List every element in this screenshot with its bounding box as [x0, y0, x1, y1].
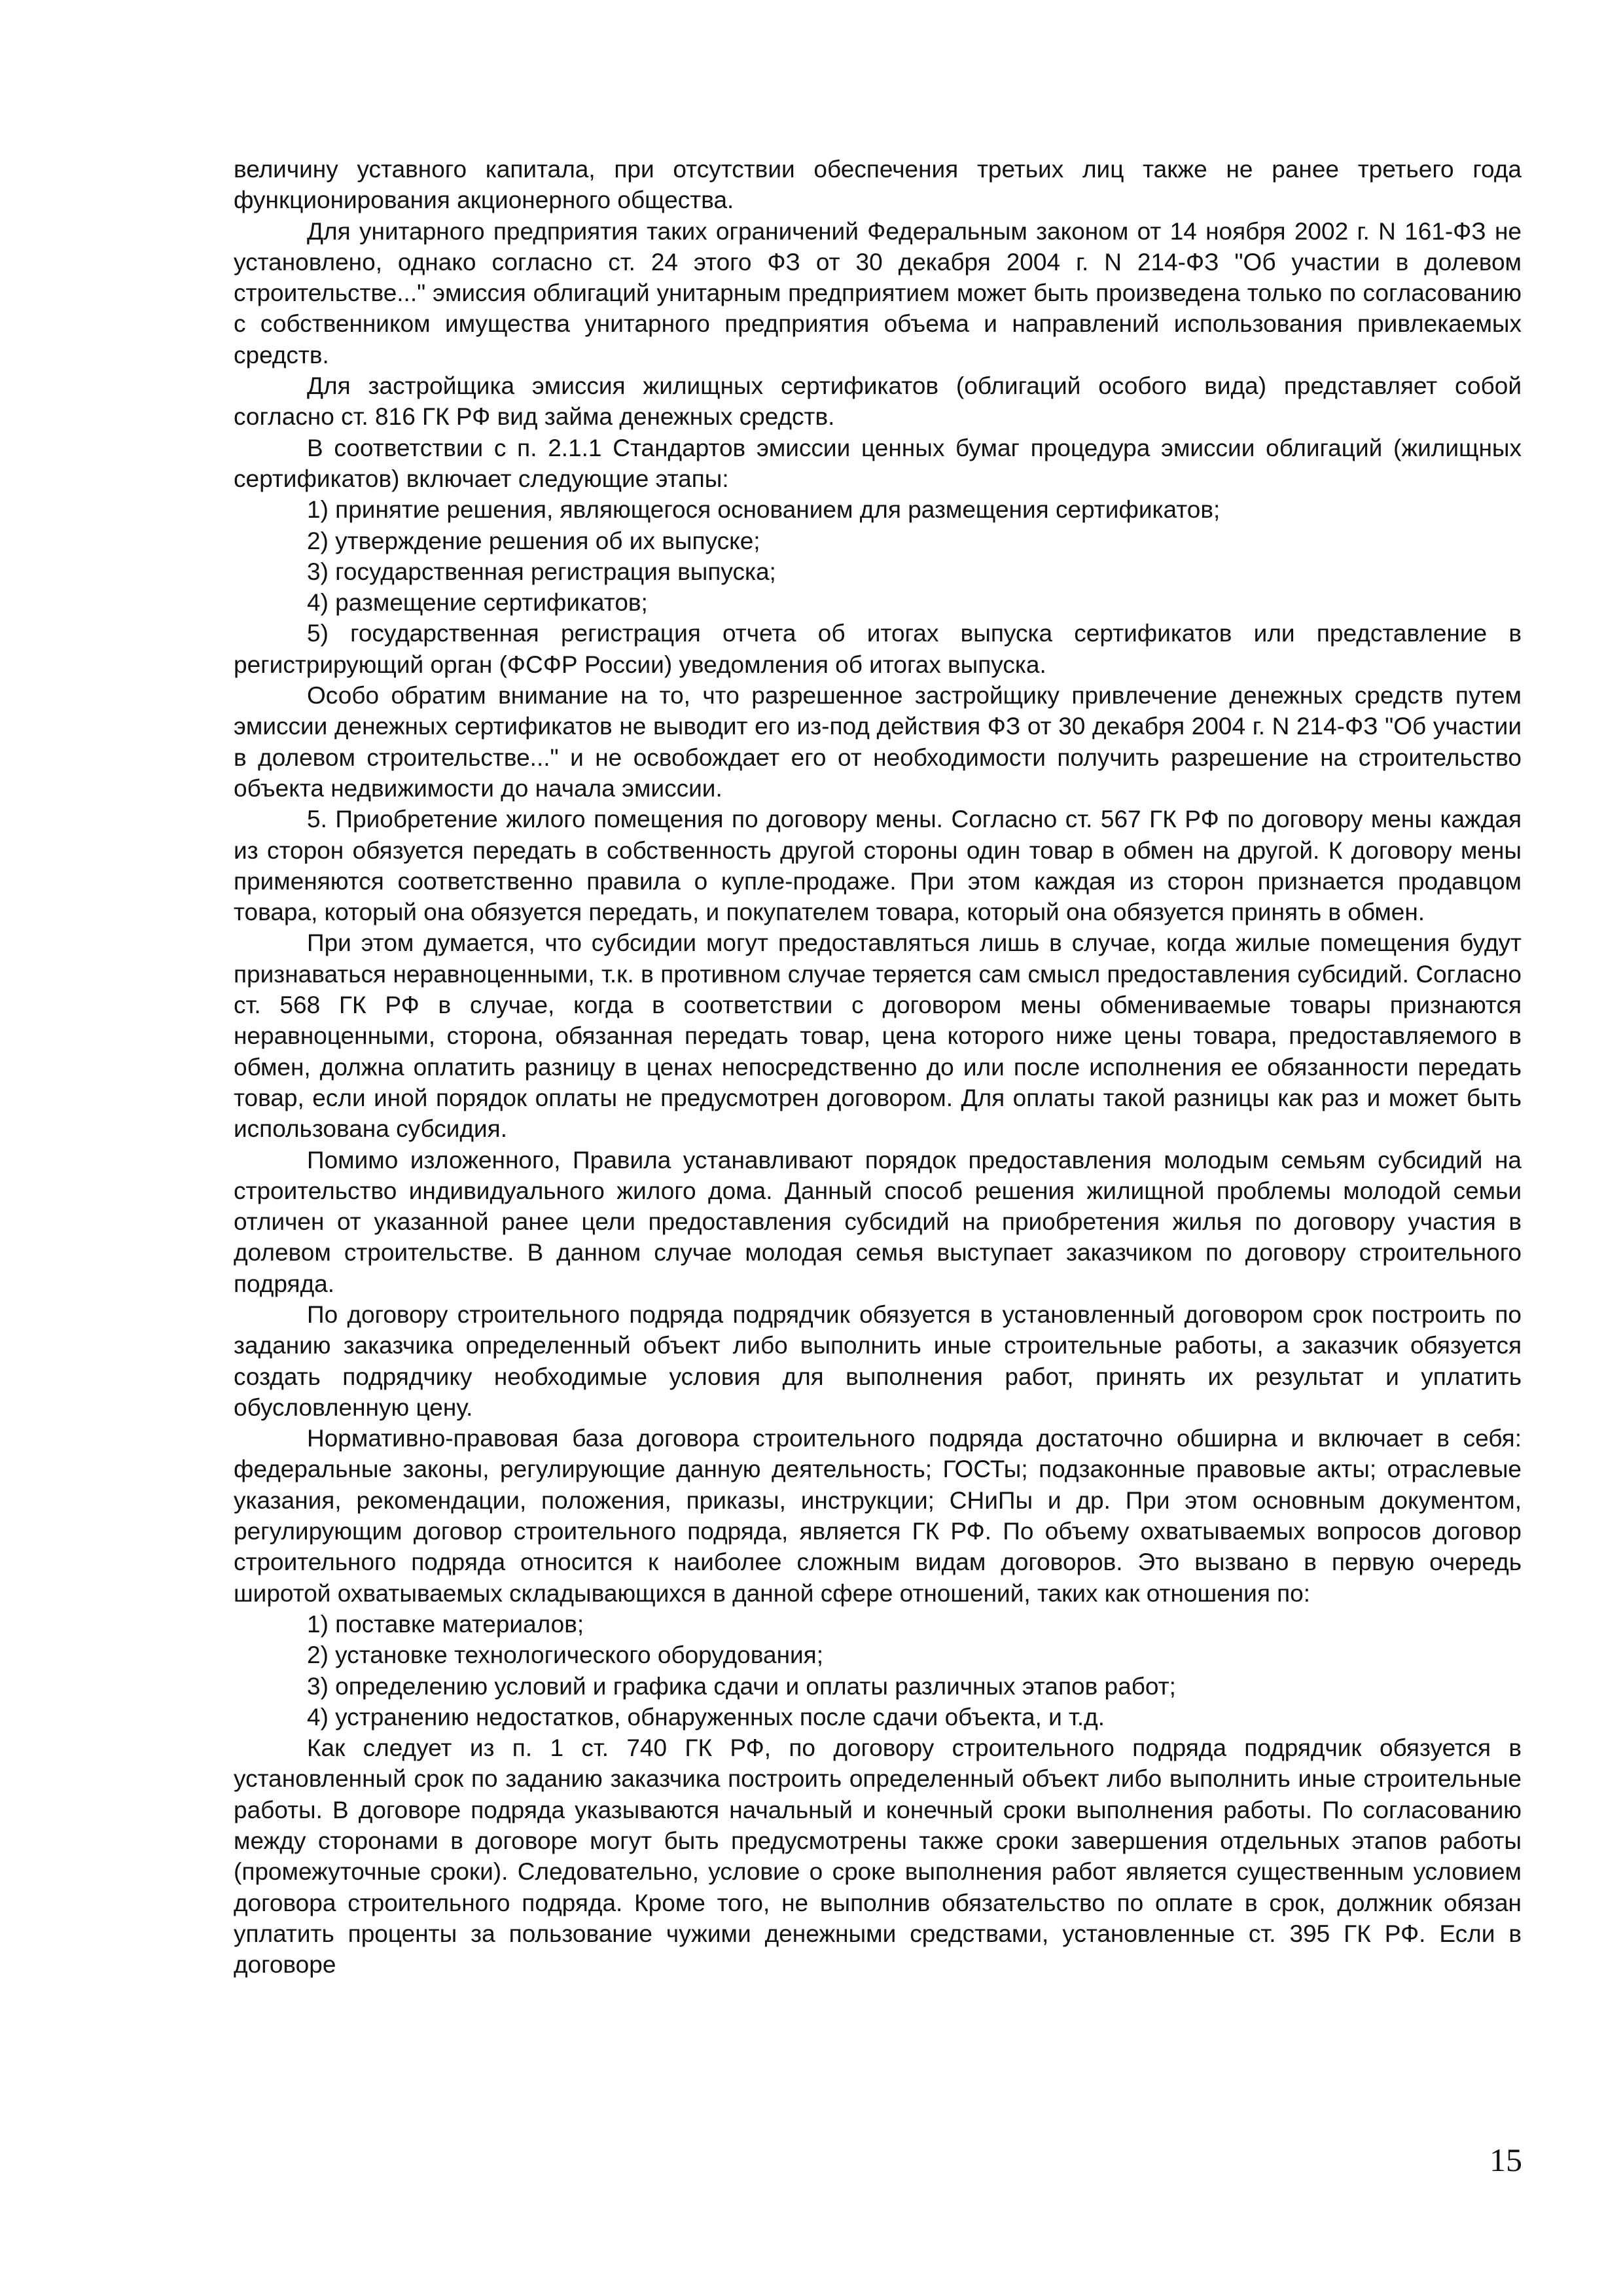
paragraph-construction-contract: По договору строительного подряда подрядчик обязуется в установленный договором срок построить по заданию заказчика определенный объект либо выполнить иные строительные работы, а заказчик обязуется создать подрядчику необходимые условия для выполнения работ, принять их результат и уплатить обусловленную цену.	[234, 1300, 1522, 1421]
page-number: 15	[1489, 2142, 1522, 2178]
paragraph-emission-procedure: В соответствии с п. 2.1.1 Стандартов эмиссии ценных бумаг процедура эмиссии облигаций (жилищных сертификатов) включает следующие этапы:	[234, 434, 1522, 492]
paragraph-unitary-enterprise: Для унитарного предприятия таких ограничений Федеральным законом от 14 ноября 2002 г. N 161-ФЗ не установлено, однако согласно ст. 24 этого ФЗ от 30 декабря 2004 г. N 214-ФЗ "Об участии в долевом строительстве..." эмиссия облигаций унитарным предприятием может быть произведена только по согласованию с собственником имущества унитарного предприятия объема и направлений использования привлекаемых средств.	[234, 217, 1522, 368]
list-item: 4) устранению недостатков, обнаруженных после сдачи объекта, и т.д.	[307, 1703, 1105, 1731]
paragraph-article-740: Как следует из п. 1 ст. 740 ГК РФ, по договору строительного подряда подрядчик обязуется в установленный срок по заданию заказчика построить определенный объект либо выполнить иные строительные работы. В договоре подряда указываются начальный и конечный сроки выполнения работы. По согласованию между сторонами в договоре могут быть предусмотрены также сроки завершения отдельных этапов работы (промежуточные сроки). Следовательно, условие о сроке выполнения работ является существенным условием договора строительного подряда. Кроме того, не выполнив обязательство по оплате в срок, должник обязан уплатить проценты за пользование чужими денежными средствами, установленные ст. 395 ГК РФ. Если в договоре	[234, 1734, 1522, 1979]
list-item: 4) размещение сертификатов;	[307, 589, 648, 617]
list-item: 1) принятие решения, являющегося основанием для размещения сертификатов;	[307, 496, 1221, 524]
paragraph-attention: Особо обратим внимание на то, что разрешенное застройщику привлечение денежных средств путем эмиссии денежных сертификатов не выводит его из-под действия ФЗ от 30 декабря 2004 г. N 214-ФЗ "Об участии в долевом строительстве..." и не освобождает его от необходимости получить разрешение на строительство объекта недвижимости до начала эмиссии.	[234, 682, 1522, 802]
list-item: 2) утверждение решения об их выпуске;	[307, 527, 760, 554]
list-item: 5) государственная регистрация отчета об итогах выпуска сертификатов или представление в регистрирующий орган (ФСФР России) уведомления об итогах выпуска.	[234, 620, 1522, 678]
paragraph-housing-certificates: Для застройщика эмиссия жилищных сертификатов (облигаций особого вида) представляет собой согласно ст. 816 ГК РФ вид займа денежных средств.	[234, 372, 1522, 431]
paragraph-legal-base: Нормативно-правовая база договора строительного подряда достаточно обширна и включает в себя: федеральные законы, регулирующие данную деятельность; ГОСТы; подзаконные правовые акты; отраслевые указания, рекомендации, положения, приказы, инструкции; СНиПы и др. При этом основным документом, регулирующим договор строительного подряда, является ГК РФ. По объему охватываемых вопросов договор строительного подряда относится к наиболее сложным видам договоров. Это вызвано в первую очередь широтой охватываемых складывающихся в данной сфере отношений, таких как отношения по:	[234, 1425, 1522, 1607]
paragraph-continuation: величину уставного капитала, при отсутствии обеспечения третьих лиц также не ранее третьего года функционирования акционерного общества.	[234, 156, 1522, 214]
paragraph-subsidies: При этом думается, что субсидии могут предоставляться лишь в случае, когда жилые помещения будут признаваться неравноценными, т.к. в противном случае теряется сам смысл предоставления субсидий. Согласно ст. 568 ГК РФ в случае, когда в соответствии с договором мены обмениваемые товары признаются неравноценными, сторона, обязанная передать товар, цена которого ниже цены товара, предоставляемого в обмен, должна оплатить разницу в ценах непосредственно до или после исполнения ее обязанности передать товар, если иной порядок оплаты не предусмотрен договором. Для оплаты такой разницы как раз и может быть использована субсидия.	[234, 929, 1522, 1143]
paragraph-exchange-contract: 5. Приобретение жилого помещения по договору мены. Согласно ст. 567 ГК РФ по договору мены каждая из сторон обязуется передать в собственность другой стороны один товар в обмен на другой. К договору мены применяются соответственно правила о купле-продаже. При этом каждая из сторон признается продавцом товара, который она обязуется передать, и покупателем товара, который она обязуется принять в обмен.	[234, 806, 1522, 926]
document-body	[234, 154, 1522, 1981]
list-item: 3) определению условий и графика сдачи и оплаты различных этапов работ;	[307, 1672, 1176, 1700]
paragraph-individual-house: Помимо изложенного, Правила устанавливают порядок предоставления молодым семьям субсидий на строительство индивидуального жилого дома. Данный способ решения жилищной проблемы молодой семьи отличен от указанной ранее цели предоставления субсидий на приобретения жилья по договору участия в долевом строительстве. В данном случае молодая семья выступает заказчиком по договору строительного подряда.	[234, 1146, 1522, 1297]
list-item: 3) государственная регистрация выпуска;	[307, 558, 776, 585]
list-item: 1) поставке материалов;	[307, 1610, 584, 1638]
list-item: 2) установке технологического оборудования;	[307, 1641, 823, 1669]
